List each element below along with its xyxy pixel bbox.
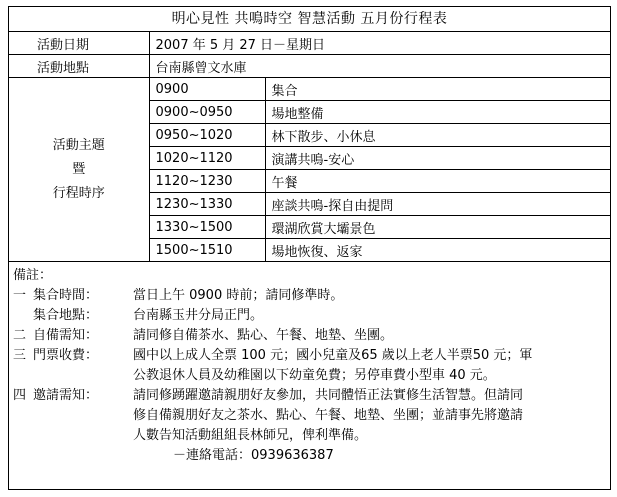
schedule-event: 場地整備 bbox=[265, 101, 610, 124]
theme-label-line: 暨 bbox=[72, 161, 86, 177]
place-row bbox=[9, 55, 610, 78]
note-item bbox=[13, 326, 606, 346]
place-value: 台南縣曾文水庫 bbox=[149, 55, 610, 78]
note-item bbox=[13, 306, 606, 326]
schedule-time: 0950~1020 bbox=[149, 124, 265, 147]
schedule-table bbox=[9, 32, 610, 262]
note-key: 集合時間： bbox=[33, 288, 99, 303]
schedule-row bbox=[9, 78, 610, 101]
note-key: 自備需知： bbox=[33, 328, 99, 343]
theme-label-line: 活動主題 bbox=[52, 137, 105, 153]
schedule-time: 0900 bbox=[149, 78, 265, 101]
schedule-time: 1020~1120 bbox=[149, 147, 265, 170]
note-item bbox=[13, 286, 606, 306]
schedule-time: 1330~1500 bbox=[149, 216, 265, 239]
note-number: 二 bbox=[13, 328, 27, 343]
theme-label-line: 行程時序 bbox=[52, 185, 105, 201]
schedule-event: 林下散步、小休息 bbox=[265, 124, 610, 147]
date-label: 活動日期 bbox=[9, 32, 149, 55]
note-text-line: 人數告知活動組組長林師兄，俾利準備。 bbox=[133, 428, 368, 443]
schedule-time: 1120~1230 bbox=[149, 170, 265, 193]
schedule-time: 0900~0950 bbox=[149, 101, 265, 124]
note-text-line: 公教退休人員及幼稚園以下幼童免費；另停車費小型車 40 元。 bbox=[133, 368, 496, 383]
theme-label-cell bbox=[9, 78, 149, 262]
note-number: 一 bbox=[13, 288, 27, 303]
schedule-event: 集合 bbox=[265, 78, 610, 101]
note-number: 四 bbox=[13, 388, 27, 403]
note-text-line: 國中以上成人全票 100 元；國小兒童及65 歲以上老人半票50 元；軍 bbox=[133, 348, 533, 363]
schedule-event: 座談共鳴-探自由提問 bbox=[265, 193, 610, 216]
note-text-line: 修自備親朋好友之茶水、點心、午餐、地墊、坐團；並請事先將邀請 bbox=[133, 408, 524, 423]
date-row bbox=[9, 32, 610, 55]
note-text: 當日上午 0900 時前；請同修準時。 bbox=[133, 288, 344, 303]
note-number: 三 bbox=[13, 348, 27, 363]
itinerary-document bbox=[8, 6, 611, 490]
schedule-event: 演講共鳴-安心 bbox=[265, 147, 610, 170]
note-text: 請同修自備茶水、點心、午餐、地墊、坐團。 bbox=[133, 328, 394, 343]
notes-heading: 備註： bbox=[13, 268, 53, 283]
note-item bbox=[13, 346, 606, 386]
note-number bbox=[13, 306, 33, 326]
schedule-event: 午餐 bbox=[265, 170, 610, 193]
note-key: 門票收費： bbox=[33, 348, 99, 363]
place-label: 活動地點 bbox=[9, 55, 149, 78]
note-item bbox=[13, 386, 606, 446]
date-value: 2007 年 5 月 27 日－星期日 bbox=[149, 32, 610, 55]
note-text-line: 請同修踴躍邀請親朋好友參加，共同體悟正法實修生活智慧。但請同 bbox=[133, 388, 524, 403]
contact-phone: －連絡電話：0939636387 bbox=[173, 448, 334, 463]
note-text bbox=[133, 386, 606, 446]
note-key: 邀請需知： bbox=[33, 388, 99, 403]
schedule-time: 1230~1330 bbox=[149, 193, 265, 216]
schedule-event: 環湖欣賞大壩景色 bbox=[265, 216, 610, 239]
notes-section bbox=[9, 262, 610, 466]
note-key: 集合地點： bbox=[33, 308, 99, 323]
note-text: 台南縣玉井分局正門。 bbox=[133, 308, 264, 323]
schedule-event: 場地恢復、返家 bbox=[265, 239, 610, 262]
document-title: 明心見性 共鳴時空 智慧活動 五月份行程表 bbox=[9, 7, 610, 32]
schedule-time: 1500~1510 bbox=[149, 239, 265, 262]
note-text bbox=[133, 346, 606, 386]
